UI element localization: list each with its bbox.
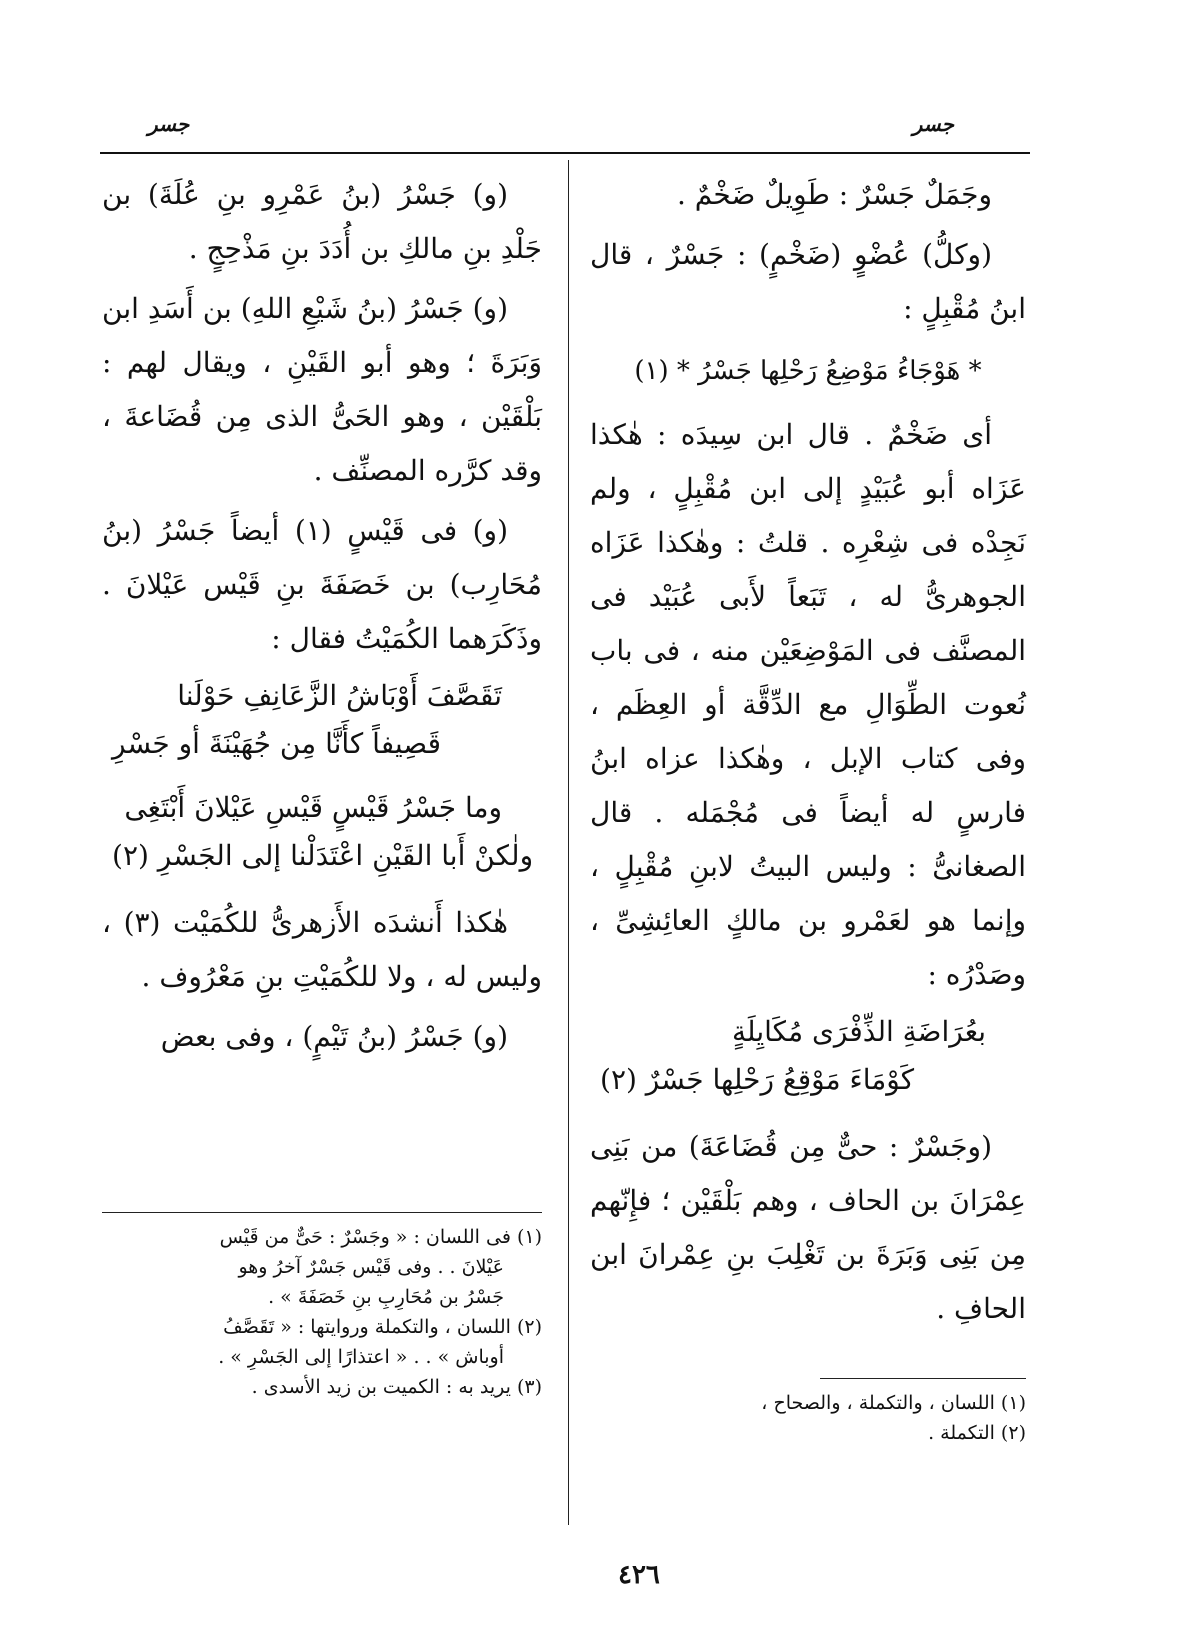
column-divider [568, 160, 569, 1525]
right-verse [590, 1008, 1026, 1104]
left-footnote-1: (١) فى اللسان : « وجَسْرٌ : حَىٌّ من قَيْس [219, 1226, 542, 1248]
left-footnote-2-cont: أوباش » . . « اعتذارًا إلى الجَسْرِ » . [218, 1346, 504, 1368]
left-verse-1-line-1: تَقَصَّفَ أَوْبَاشُ الزَّعَانِفِ حَوْلَنا [177, 679, 502, 712]
left-column [102, 168, 542, 1070]
right-paragraph-3: أى ضَخْمٌ . قال ابن سِيدَه : هٰكذا عَزَاه أبو عُبَيْدٍ إلى ابن مُقْبِلٍ ، ولم نَجِدْه فى شِعْرِه . قلتُ : وهٰكذا عَزَاه الجوهرىُّ له ، تَبَعاً لأَبى عُبَيْد فى المصنَّف فى المَوْضِعَيْن منه ، فى باب نُعوت الطِّوَالِ مع الدِّقَّة أو العِظَم ، وفى كتاب الإبل ، وهٰكذا عزاه ابنُ فارسٍ له أيضاً فى مُجْمَله . قال الصغانىُّ : وليس البيتُ لابنِ مُقْبِلٍ ، وإنما هو لعَمْرو بن مالكٍ العائِشِىِّ ، وصَدْرُه : [590, 418, 1026, 991]
left-verse-2-line-1: وما جَسْرُ قَيْسٍ قَيْسِ عَيْلانَ أَبْتَغِى [124, 791, 502, 824]
left-paragraph-4: هٰكذا أَنشدَه الأَزهرىُّ للكُمَيْت (٣) ، وليس له ، ولا للكُمَيْتِ بنِ مَعْرُوف . [102, 906, 542, 993]
left-footnote-separator [102, 1212, 542, 1213]
left-verse-1 [102, 672, 542, 768]
running-head-right: جسر [912, 112, 954, 136]
right-footnote-2: (٢) التكملة . [928, 1422, 1026, 1444]
right-paragraph-2: (وكلُّ) عُضْوٍ (ضَخْمٍ) : جَسْرٌ ، قال ابنُ مُقْبِلٍ : [590, 238, 1026, 325]
right-footnote-separator [820, 1378, 1026, 1379]
left-footnotes [102, 1222, 542, 1402]
right-footnote-1: (١) اللسان ، والتكملة ، والصحاح ، [761, 1392, 1026, 1414]
left-footnote-1-cont-1: عَيْلانَ . . وفى قَيْس جَسْرٌ آخرُ وهو [238, 1256, 504, 1278]
right-verse-line-2: كَوْمَاءَ مَوْقِعُ رَحْلِها جَسْرٌ (٢) [600, 1063, 915, 1096]
left-verse-2 [102, 784, 542, 880]
right-verse-line-1: بعُرَاضَةِ الذِّفْرَى مُكَايِلَةٍ [732, 1015, 986, 1048]
left-footnote-3: (٣) يريد به : الكميت بن زيد الأسدى . [251, 1376, 542, 1398]
right-paragraph-4: (وجَسْرٌ : حىٌّ مِن قُضَاعَةَ) من بَنِى عِمْرَانَ بن الحاف ، وهم بَلْقَيْن ؛ فإِنّهم مِن بَنِى وَبَرَةَ بن تَغْلِبَ بنِ عِمْرانَ ابن الحافِ . [590, 1130, 1026, 1325]
left-paragraph-1: (و) جَسْرُ (بنُ عَمْرِو بنِ عُلَةَ) بن جَلْدِ بنِ مالكِ بن أُدَدَ بنِ مَذْحِجٍ . [102, 178, 542, 265]
left-paragraph-5: (و) جَسْرُ (بنُ تَيْمٍ) ، وفى بعض [160, 1020, 508, 1053]
left-paragraph-3: (و) فى قَيْسٍ (١) أيضاً جَسْرُ (بنُ مُحَارِب) بن خَصَفَةَ بنِ قَيْس عَيْلانَ . وذَكَرَهما الكُمَيْتُ فقال : [102, 514, 542, 655]
right-hemistich: * هَوْجَاءُ مَوْضِعُ رَحْلِها جَسْرُ * (١) [634, 356, 982, 386]
left-footnote-1-cont-2: جَسْرُ بن مُحَارِبِ بنِ خَصَفَةَ » . [268, 1286, 504, 1308]
running-head-left: جسر [148, 112, 190, 136]
left-footnote-2: (٢) اللسان ، والتكملة وروايتها : « تَقَصَّفُ [223, 1316, 542, 1338]
right-column [590, 168, 1026, 1342]
left-paragraph-2: (و) جَسْرُ (بنُ شَيْعِ اللهِ) بن أَسَدِ ابن وَبَرَةَ ؛ وهو أبو القَيْنِ ، ويقال لهم : بَلْقَيْن ، وهو الحَىُّ الذى مِن قُضَاعةَ ، وقد كرَّره المصنِّف . [102, 292, 542, 487]
right-paragraph-1: وجَمَلٌ جَسْرٌ : طَوِيلٌ ضَخْمٌ . [676, 178, 992, 211]
left-verse-2-line-2: ولٰكنْ أَبا القَيْنِ اعْتَدَلْنا إلى الجَسْرِ (٢) [112, 839, 534, 872]
page-number: ٤٢٦ [618, 1560, 660, 1590]
header-rule [100, 152, 1030, 154]
left-verse-1-line-2: قَصِيفاً كأَنَّا مِن جُهَيْنَةَ أو جَسْرِ [112, 727, 441, 760]
right-footnotes [590, 1388, 1026, 1448]
